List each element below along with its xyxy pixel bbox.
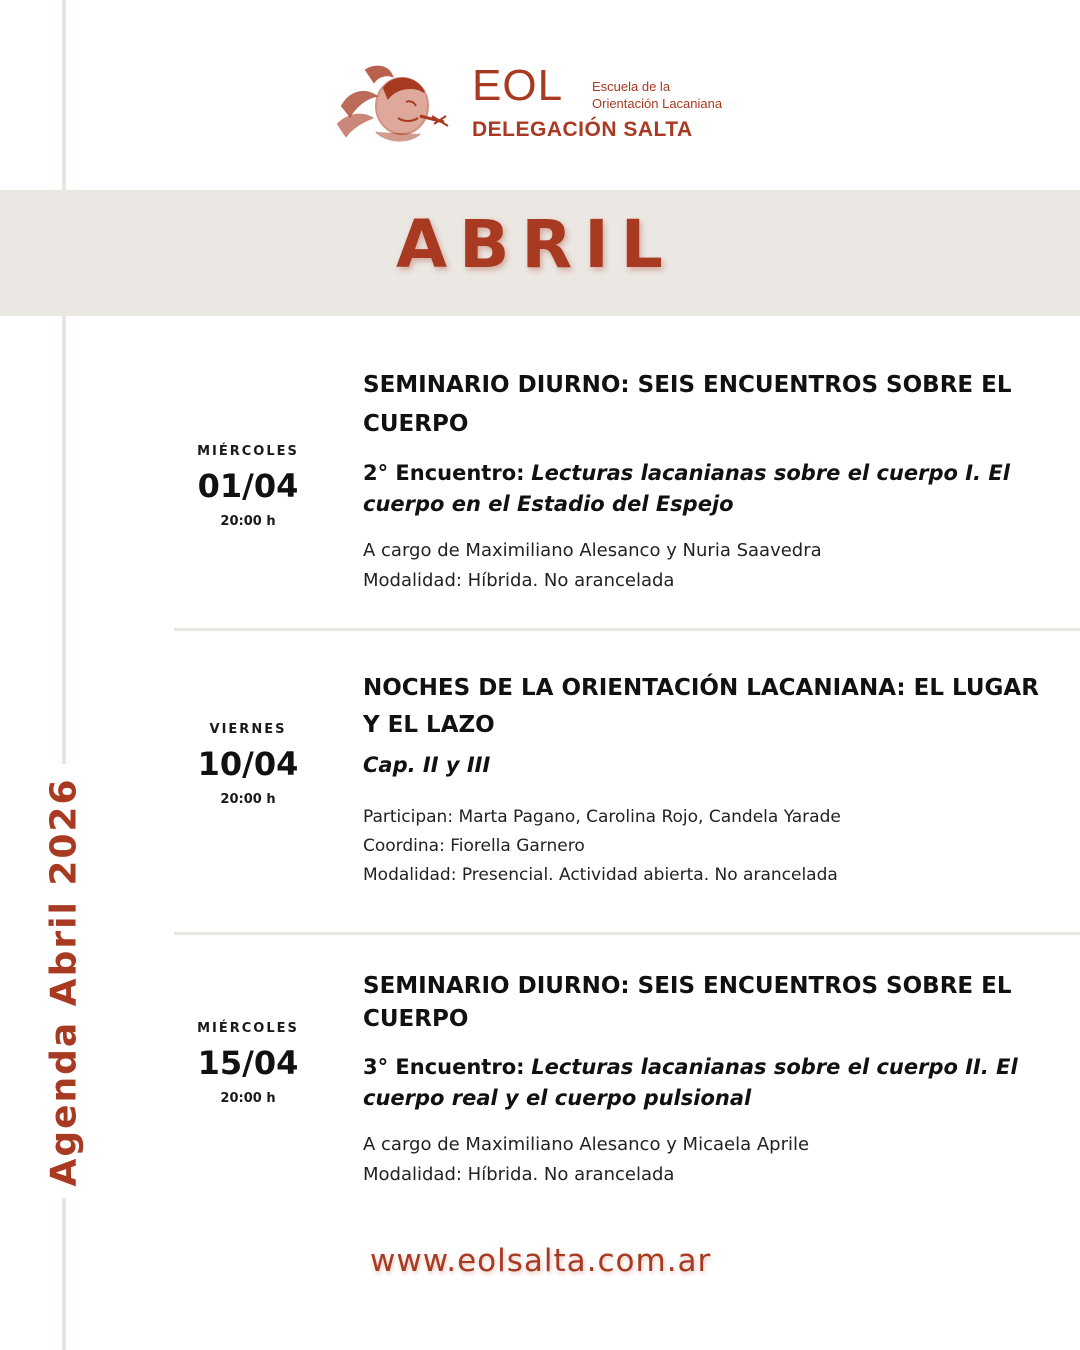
event-date: 01/04 xyxy=(197,467,299,505)
event-title: SEMINARIO DIURNO: SEIS ENCUENTROS SOBRE EL CUERPO xyxy=(363,372,1012,437)
event-content xyxy=(363,670,1053,890)
left-rule-top xyxy=(62,0,66,190)
event-subtitle-topic: Lecturas lacanianas sobre el cuerpo I. El cuerpo en el Estadio del Espejo xyxy=(363,461,1010,516)
logo-school-line-1: Escuela de la xyxy=(592,79,671,94)
event-weekday: VIERNES xyxy=(209,722,287,737)
event-info-line: A cargo de Maximiliano Alesanco y Micaela Aprile xyxy=(363,1134,810,1155)
event-info-line: Modalidad: Híbrida. No arancelada xyxy=(363,1164,675,1185)
event-title: NOCHES DE LA ORIENTACIÓN LACANIANA: EL LUGAR Y EL LAZO xyxy=(363,675,1039,738)
event-info-line: Participan: Marta Pagano, Carolina Rojo, Candela Yarade xyxy=(363,807,841,827)
event-subtitle-topic: Cap. II y III xyxy=(363,753,491,777)
month-title: ABRIL xyxy=(396,206,675,283)
event-subtitle-lead: 2° Encuentro: xyxy=(363,461,525,485)
left-rule-bottom xyxy=(62,1198,66,1350)
event-date: 15/04 xyxy=(197,1044,299,1082)
logo-school-name xyxy=(592,78,722,112)
eol-logo xyxy=(336,62,776,152)
event-date-block xyxy=(178,444,318,529)
event-info-line: A cargo de Maximiliano Alesanco y Nuria Saavedra xyxy=(363,540,822,561)
event-subtitle-topic: Lecturas lacanianas sobre el cuerpo II. El cuerpo real y el cuerpo pulsional xyxy=(363,1055,1018,1110)
agenda-side-title: Agenda Abril 2026 xyxy=(43,777,85,1187)
event-subtitle-lead: 3° Encuentro: xyxy=(363,1055,525,1079)
event-weekday: MIÉRCOLES xyxy=(197,444,299,459)
website-link[interactable]: www.eolsalta.com.ar xyxy=(370,1243,712,1279)
logo-school-line-2: Orientación Lacaniana xyxy=(592,96,723,111)
event-divider xyxy=(174,628,1080,631)
logo-delegation: DELEGACIÓN SALTA xyxy=(472,118,693,141)
event-divider xyxy=(174,932,1080,935)
event-date-block xyxy=(178,722,318,807)
event-date: 10/04 xyxy=(197,745,299,783)
winged-head-emblem-icon xyxy=(336,62,454,148)
event-content xyxy=(363,366,1053,596)
event-time: 20:00 h xyxy=(220,792,276,808)
left-rule-middle xyxy=(62,316,66,764)
event-weekday: MIÉRCOLES xyxy=(197,1021,299,1036)
event-date-block xyxy=(178,1021,318,1106)
event-info-line: Modalidad: Presencial. Actividad abierta. No arancelada xyxy=(363,865,838,885)
event-time: 20:00 h xyxy=(220,1091,276,1107)
event-time: 20:00 h xyxy=(220,514,276,530)
event-subtitle xyxy=(363,1052,1053,1114)
logo-acronym: EOL xyxy=(472,61,564,110)
event-title: SEMINARIO DIURNO: SEIS ENCUENTROS SOBRE EL CUERPO xyxy=(363,973,1012,1032)
event-info-line: Coordina: Fiorella Garnero xyxy=(363,836,585,856)
event-info-line: Modalidad: Híbrida. No arancelada xyxy=(363,570,675,591)
event-content xyxy=(363,970,1053,1190)
event-subtitle xyxy=(363,750,1053,781)
event-subtitle xyxy=(363,458,1053,520)
